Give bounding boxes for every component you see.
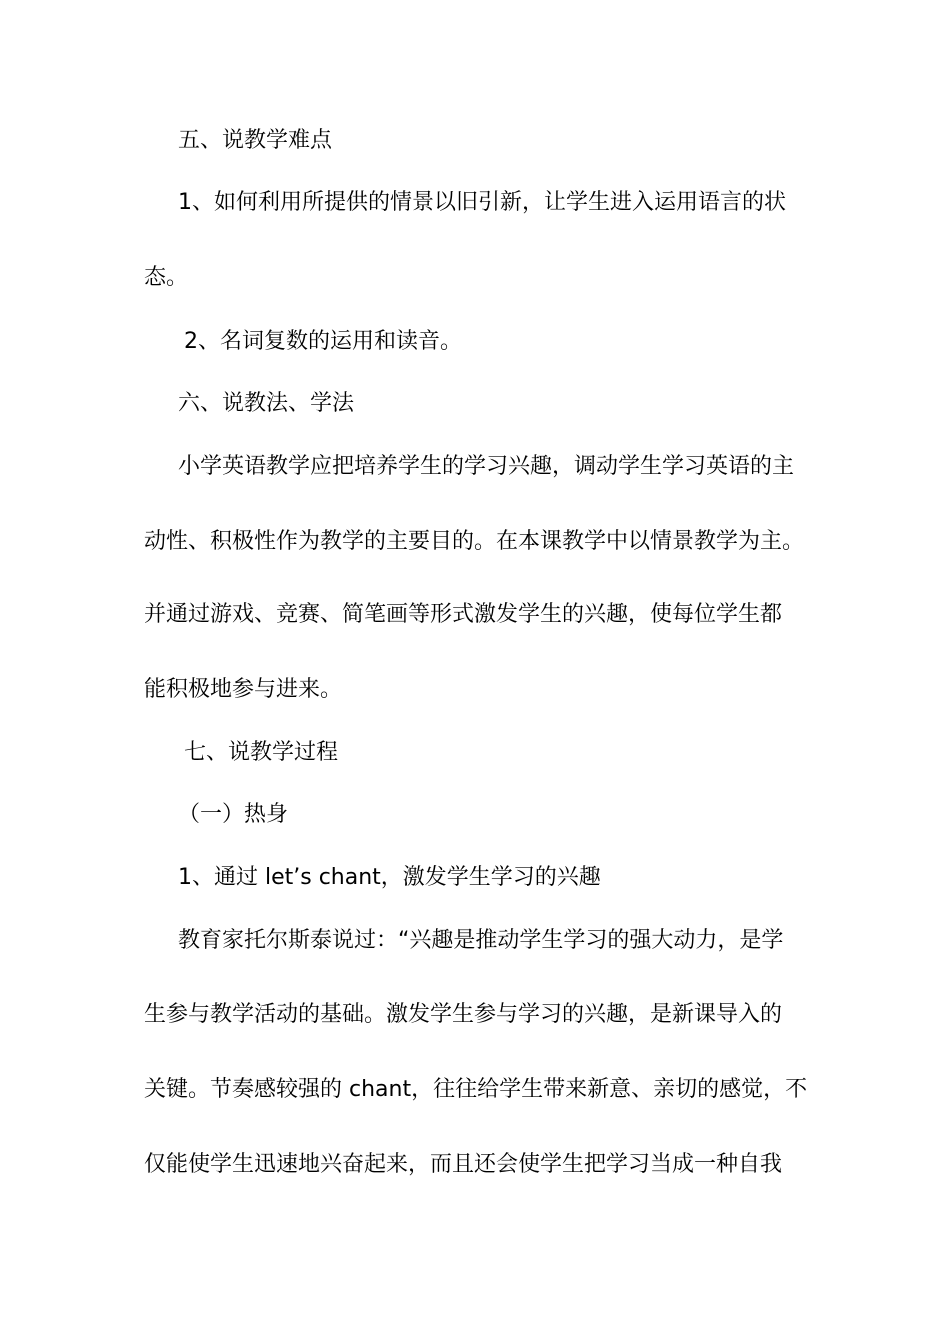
section-6-paragraph-line-4: 能积极地参与进来。 <box>144 677 343 702</box>
section-7-heading: 七、说教学过程 <box>184 740 339 765</box>
section-7-paragraph-line-1: 教育家托尔斯泰说过：“兴趣是推动学生学习的强大动力，是学 <box>178 928 784 953</box>
section-6-paragraph-line-3: 并通过游戏、竞赛、简笔画等形式激发学生的兴趣，使每位学生都 <box>144 602 783 627</box>
section-5-item-1-line-2: 态。 <box>144 265 189 290</box>
section-6-heading: 六、说教法、学法 <box>178 391 355 416</box>
section-7-paragraph-line-3: 关键。节奏感较强的 chant，往往给学生带来新意、亲切的感觉，不 <box>144 1077 808 1102</box>
section-6-paragraph-line-2: 动性、积极性作为教学的主要目的。在本课教学中以情景教学为主。 <box>144 529 805 554</box>
section-7-subheading: （一）热身 <box>178 802 289 827</box>
section-6-paragraph-line-1: 小学英语教学应把培养学生的学习兴趣，调动学生学习英语的主 <box>178 454 795 479</box>
section-5-heading: 五、说教学难点 <box>178 128 333 153</box>
section-5-item-1-line-1: 1、如何利用所提供的情景以旧引新，让学生进入运用语言的状 <box>178 190 786 215</box>
section-5-item-2: 2、名词复数的运用和读音。 <box>184 329 462 354</box>
section-7-paragraph-line-2: 生参与教学活动的基础。激发学生参与学习的兴趣，是新课导入的 <box>144 1002 783 1027</box>
section-7-paragraph-line-4: 仅能使学生迅速地兴奋起来，而且还会使学生把学习当成一种自我 <box>144 1152 783 1177</box>
section-7-item-1: 1、通过 let’s chant，激发学生学习的兴趣 <box>178 865 601 890</box>
